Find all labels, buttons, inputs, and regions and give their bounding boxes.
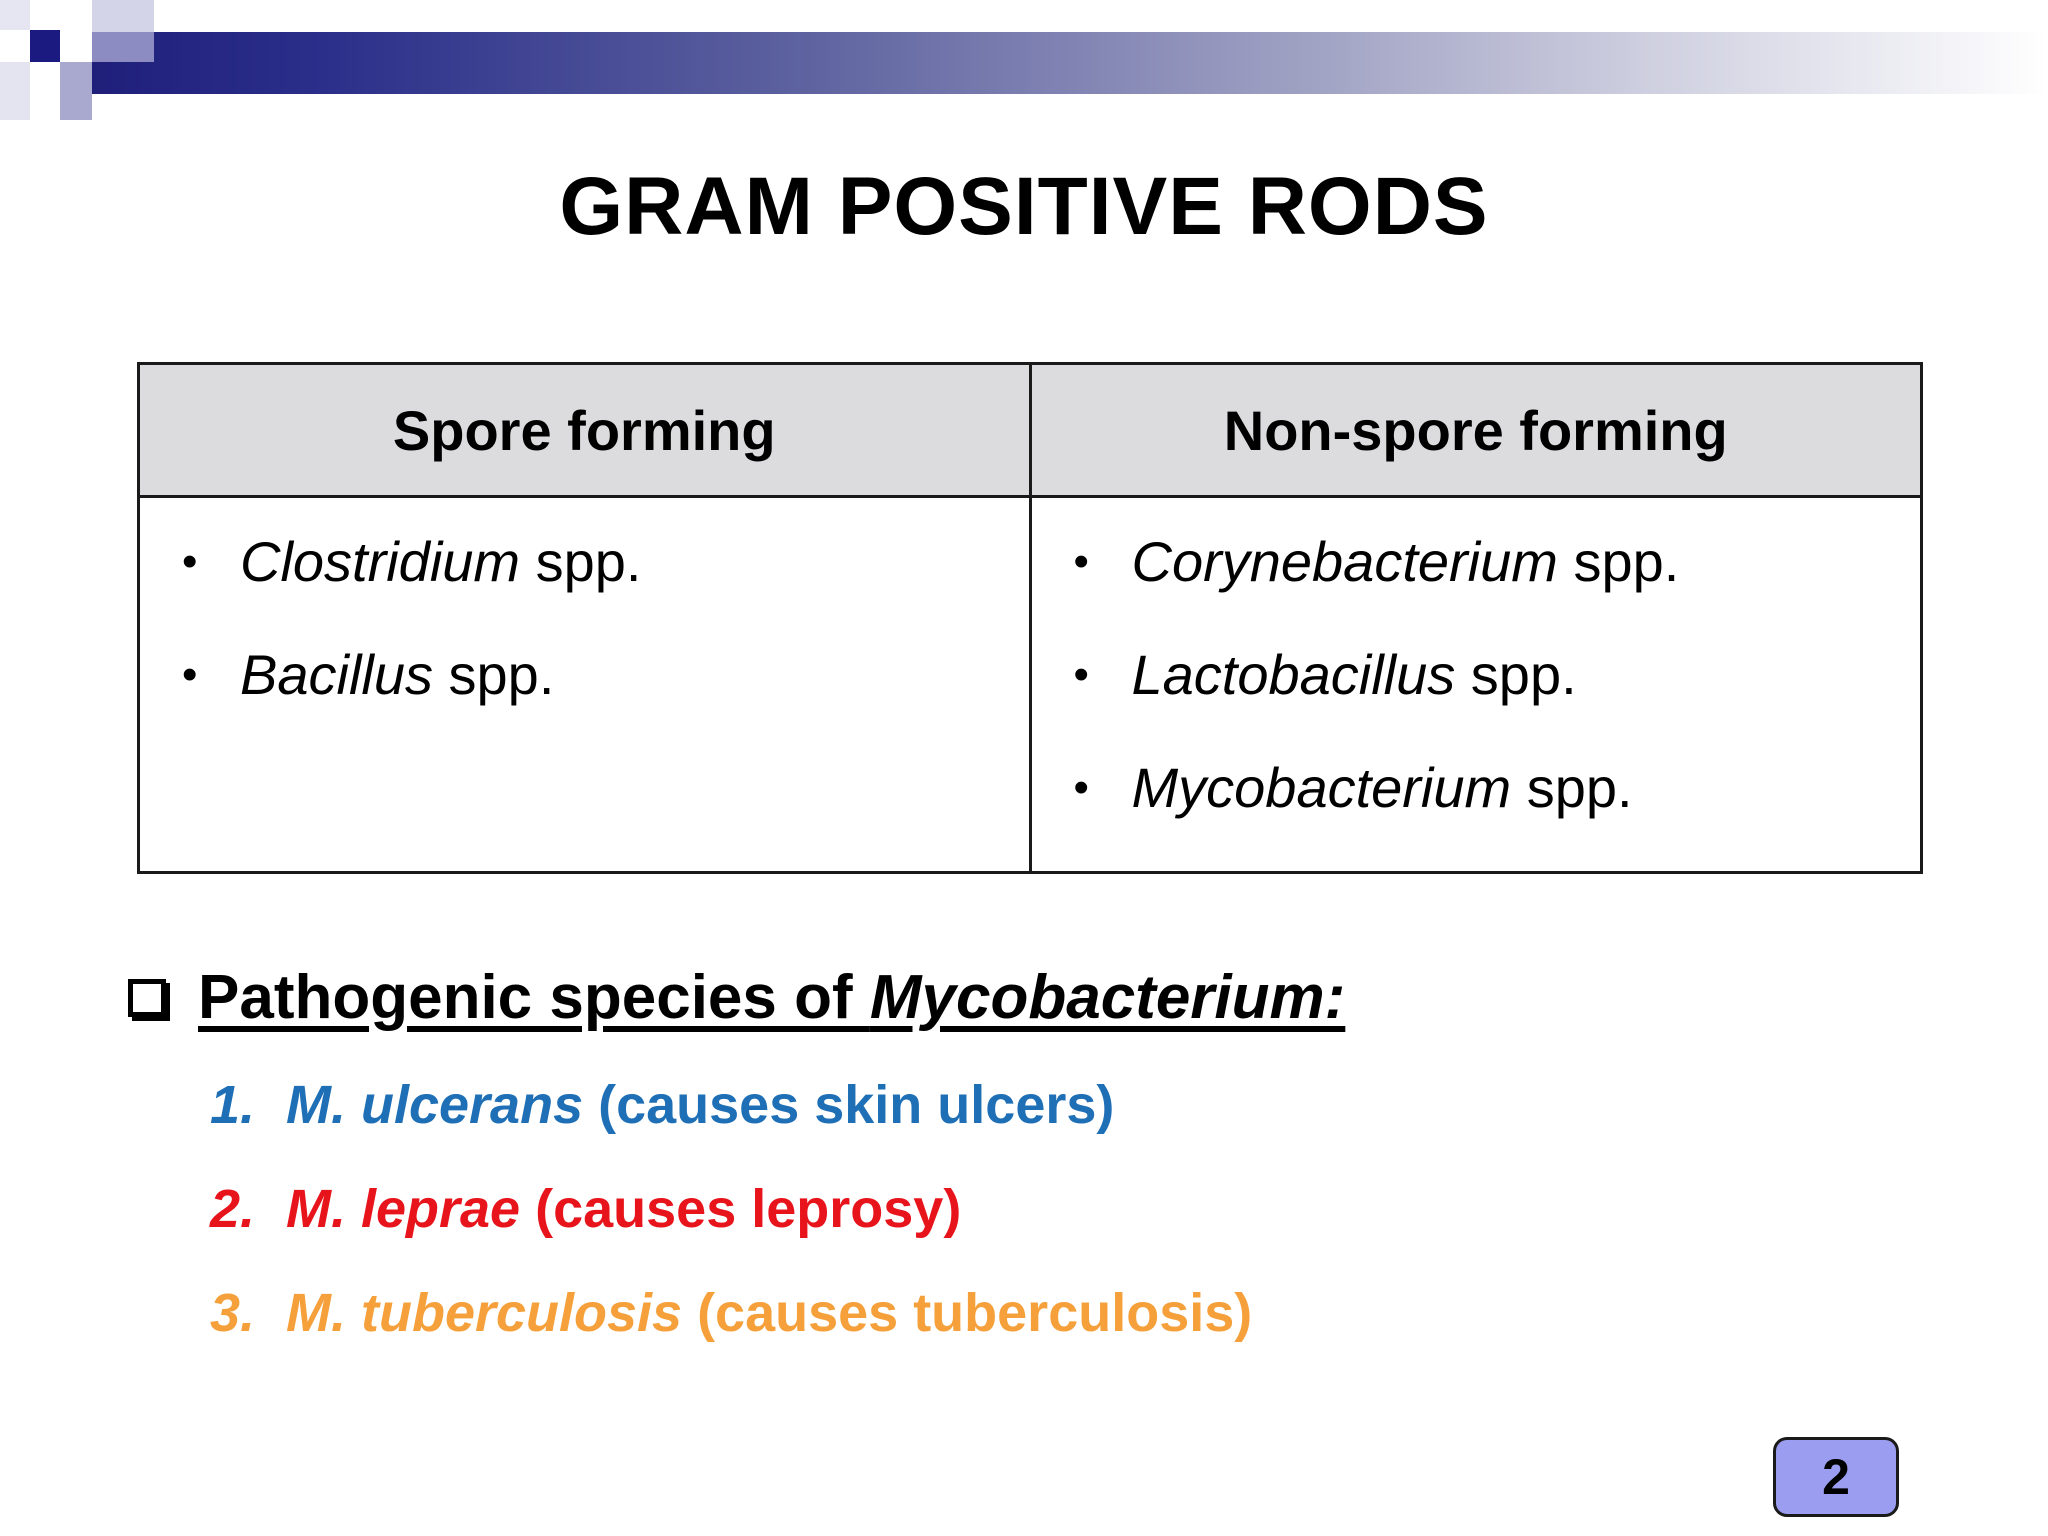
list-item	[1032, 645, 1921, 705]
genus-name: Lactobacillus	[1131, 643, 1456, 706]
species-number: 2.	[210, 1179, 256, 1239]
header-non-spore-forming: Non-spore forming	[1030, 364, 1922, 497]
species-number: 1.	[210, 1075, 256, 1135]
species-name: M. leprae	[286, 1179, 521, 1239]
genus-name: Corynebacterium	[1131, 530, 1558, 593]
header-spore-forming: Spore forming	[139, 364, 1031, 497]
spore-forming-cell	[139, 497, 1031, 873]
non-spore-forming-list	[1032, 498, 1921, 818]
genus-name: Bacillus	[240, 643, 433, 706]
decor-square	[0, 0, 30, 30]
genus-suffix: spp.	[432, 643, 555, 706]
decor-square	[92, 32, 154, 62]
genus-suffix: spp.	[1511, 756, 1633, 819]
header-gradient-banner	[88, 32, 2048, 94]
species-description: (causes leprosy)	[520, 1179, 962, 1239]
species-item	[210, 1283, 1252, 1343]
checkbox-bullet-icon	[128, 979, 166, 1017]
table-header-row	[139, 364, 1922, 497]
pathogenic-species-list	[210, 1075, 1252, 1387]
species-description: (causes skin ulcers)	[583, 1075, 1115, 1135]
section-heading-genus: Mycobacterium:	[869, 963, 1346, 1032]
decor-square	[0, 62, 30, 120]
page-number-badge: 2	[1773, 1437, 1899, 1517]
section-heading-text: Pathogenic species of	[198, 963, 870, 1032]
list-item	[140, 532, 1029, 592]
corner-squares-decoration	[0, 0, 160, 124]
species-description: (causes tuberculosis)	[682, 1283, 1253, 1343]
pathogenic-section-header	[128, 962, 1345, 1033]
spore-forming-list	[140, 498, 1029, 705]
genus-name: Clostridium	[240, 530, 521, 593]
species-item	[210, 1179, 1252, 1239]
list-item	[1032, 532, 1921, 592]
species-name: M. tuberculosis	[286, 1283, 683, 1343]
list-item	[140, 645, 1029, 705]
decor-square	[30, 30, 60, 62]
genus-suffix: spp.	[1557, 530, 1680, 593]
slide-title: GRAM POSITIVE RODS	[559, 161, 1489, 252]
genus-name: Mycobacterium	[1131, 756, 1512, 819]
decor-square	[60, 62, 92, 120]
species-number: 3.	[210, 1283, 256, 1343]
list-item	[1032, 758, 1921, 818]
decor-square	[92, 0, 154, 32]
table-body-row	[139, 497, 1922, 873]
non-spore-forming-cell	[1030, 497, 1922, 873]
decor-square	[60, 30, 92, 62]
decor-square	[30, 0, 60, 30]
section-heading	[198, 962, 1345, 1033]
genus-suffix: spp.	[1455, 643, 1577, 706]
species-item	[210, 1075, 1252, 1135]
species-name: M. ulcerans	[286, 1075, 584, 1135]
classification-table	[137, 362, 1923, 874]
genus-suffix: spp.	[520, 530, 642, 593]
